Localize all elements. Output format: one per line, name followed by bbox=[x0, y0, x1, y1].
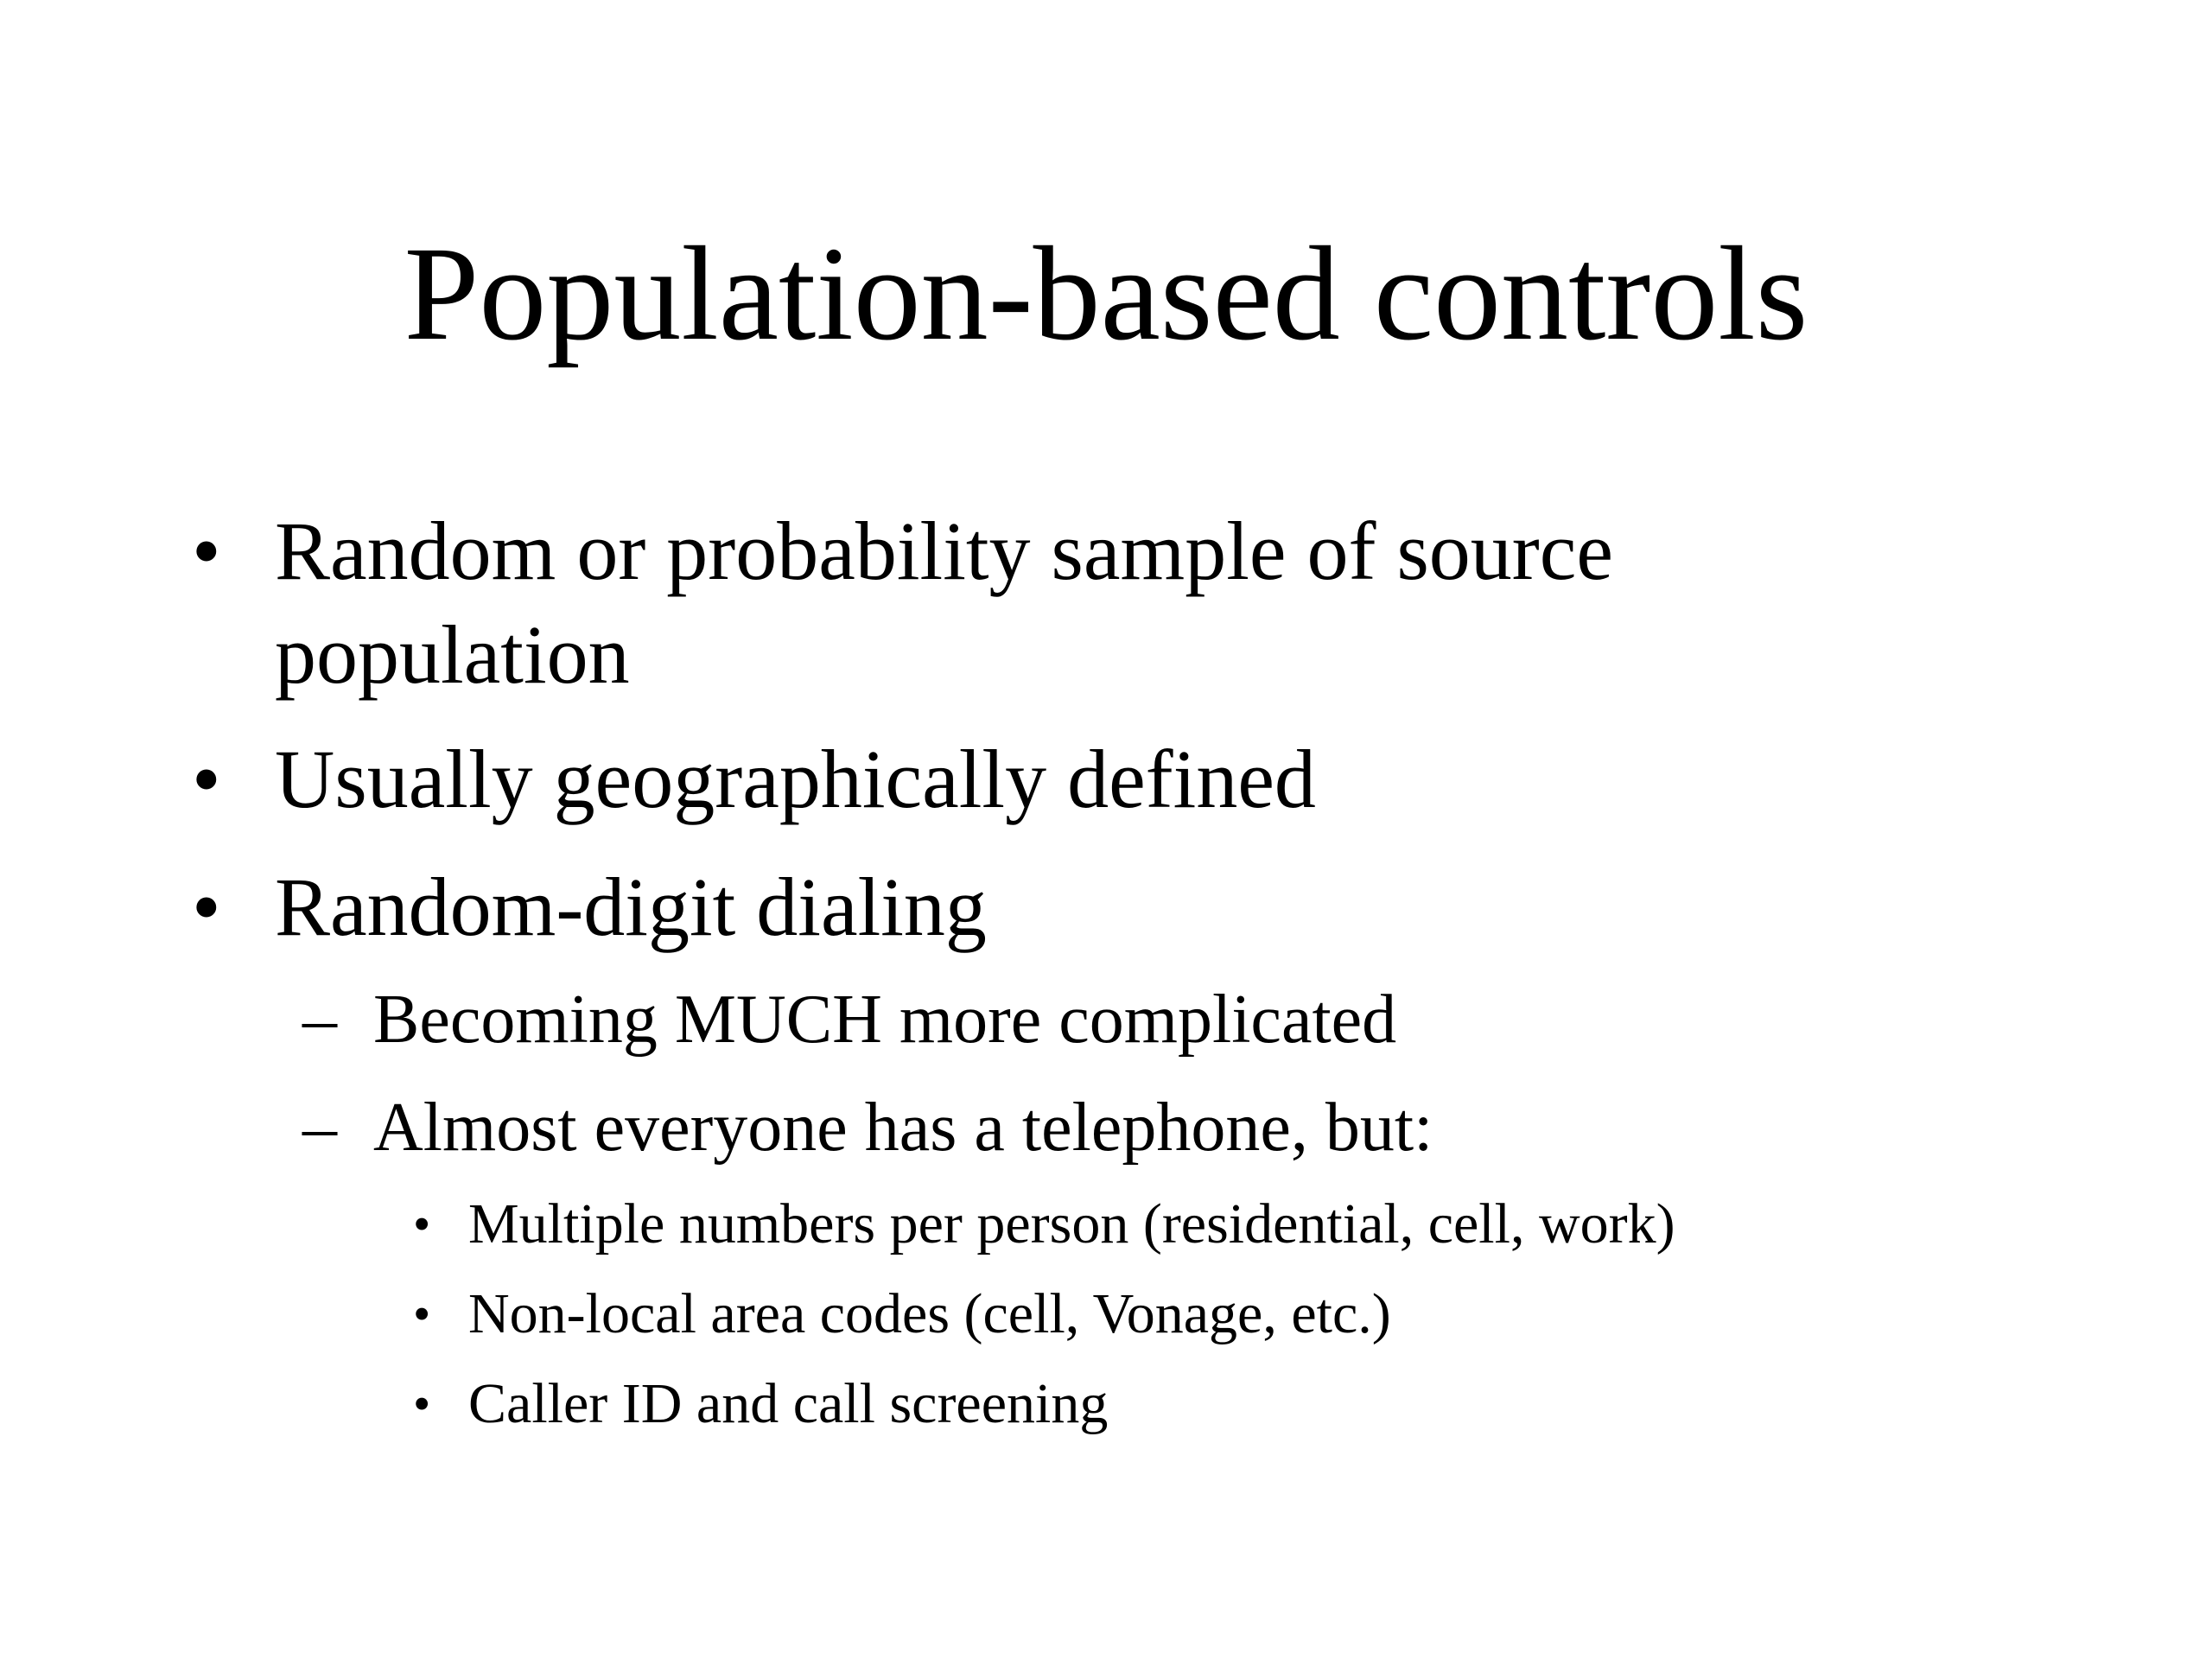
bullet-text-line: Random or probability sample of source bbox=[275, 505, 1613, 597]
bullet-marker: • bbox=[413, 1286, 431, 1342]
bullet-marker: • bbox=[192, 733, 221, 825]
bullet-marker: • bbox=[192, 861, 221, 953]
dash-marker: – bbox=[302, 982, 337, 1058]
bullet-marker: • bbox=[413, 1196, 431, 1252]
bullet-text: Usually geographically defined bbox=[275, 733, 1316, 825]
bullet-text bbox=[275, 499, 1613, 707]
sub-sub-bullet-text: Non-local area codes (cell, Vonage, etc.) bbox=[468, 1282, 1391, 1345]
bullet-text-line: population bbox=[275, 608, 630, 701]
sub-bullet-text: Becoming MUCH more complicated bbox=[373, 982, 1397, 1058]
dash-marker: – bbox=[302, 1090, 337, 1166]
sub-bullet-text: Almost everyone has a telephone, but: bbox=[373, 1090, 1433, 1166]
slide-title: Population-based controls bbox=[404, 219, 1808, 368]
bullet-marker: • bbox=[192, 505, 221, 597]
bullet-text: Random-digit dialing bbox=[275, 861, 987, 953]
bullet-marker: • bbox=[413, 1376, 431, 1432]
sub-sub-bullet-text: Multiple numbers per person (residential, cell, work) bbox=[468, 1192, 1675, 1255]
sub-sub-bullet-text: Caller ID and call screening bbox=[468, 1372, 1109, 1435]
